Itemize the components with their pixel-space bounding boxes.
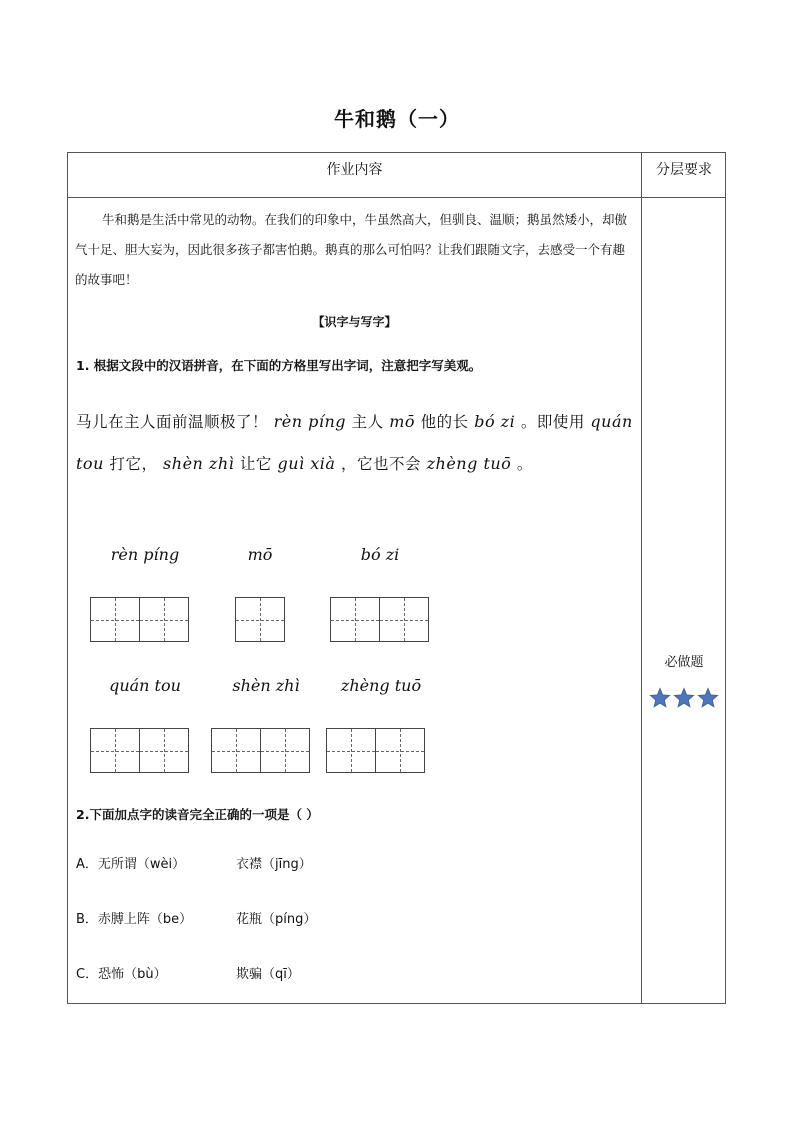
text-segment: 马儿在主人面前温顺极了！	[76, 413, 269, 431]
grid-label: bó zi	[360, 545, 400, 564]
pinyin-passage	[76, 401, 636, 485]
star-icon	[649, 687, 671, 709]
option-a-right: 衣襟（jīng）	[236, 857, 312, 872]
writing-cell[interactable]	[375, 728, 425, 773]
writing-cell[interactable]	[90, 728, 140, 773]
homework-table	[67, 152, 726, 1004]
pinyin-segment: shèn zhì	[157, 454, 240, 473]
pinyin-segment: quán tou	[76, 412, 633, 473]
question-1-prompt: 1. 根据文段中的汉语拼音，在下面的方格里写出字词，注意把字写美观。	[76, 358, 482, 373]
text-segment: ，它也不会	[341, 455, 422, 473]
pinyin-segment: guì xià	[271, 454, 341, 473]
text-segment: 打它，	[109, 455, 158, 473]
grid-label: quán tou	[109, 676, 181, 695]
header-divider	[68, 197, 725, 198]
option-c-right: 欺骗（qī）	[236, 967, 300, 982]
page-title: 牛和鹅（一）	[334, 107, 460, 131]
writing-grid[interactable]	[326, 728, 424, 774]
writing-cell[interactable]	[330, 597, 380, 642]
writing-grid[interactable]	[90, 728, 188, 774]
pinyin-segment: bó zi	[468, 412, 521, 431]
text-segment: 让它	[239, 455, 272, 473]
option-b-left: B．赤膊上阵（be）	[76, 912, 193, 927]
writing-cell[interactable]	[139, 597, 189, 642]
pinyin-segment: mō	[383, 412, 421, 431]
star-icon	[697, 687, 719, 709]
column-divider	[641, 153, 642, 1003]
option-row-c[interactable]	[76, 963, 300, 982]
option-row-a[interactable]	[76, 853, 312, 872]
writing-cell[interactable]	[326, 728, 376, 773]
writing-cell[interactable]	[260, 728, 310, 773]
text-segment: 。即使用	[520, 413, 585, 431]
option-b-right: 花瓶（píng）	[236, 912, 317, 927]
grid-label: rèn píng	[110, 545, 180, 564]
writing-grid[interactable]	[235, 597, 284, 643]
text-segment: 。	[516, 455, 533, 473]
writing-cell[interactable]	[90, 597, 140, 642]
writing-grid[interactable]	[330, 597, 428, 643]
writing-cell[interactable]	[235, 597, 285, 642]
option-c-left: C．恐怖（bù）	[76, 967, 167, 982]
option-row-b[interactable]	[76, 908, 317, 927]
header-content: 作业内容	[326, 162, 383, 178]
grid-label: shèn zhì	[232, 676, 300, 695]
writing-grid[interactable]	[211, 728, 309, 774]
writing-cell[interactable]	[139, 728, 189, 773]
star-icon	[673, 687, 695, 709]
question-2-prompt: 2.下面加点字的读音完全正确的一项是（ ）	[76, 807, 319, 822]
section-heading: 【识字与写字】	[312, 315, 397, 329]
pinyin-segment: rèn píng	[268, 412, 352, 431]
writing-cell[interactable]	[211, 728, 261, 773]
pinyin-segment: zhèng tuō	[421, 454, 517, 473]
option-a-left: A．无所谓（wèi）	[76, 857, 186, 872]
header-requirement: 分层要求	[656, 162, 712, 178]
grid-label: zhèng tuō	[340, 676, 422, 695]
intro-paragraph: 牛和鹅是生活中常见的动物。在我们的印象中，牛虽然高大，但驯良、温顺；鹅虽然矮小，却傲气十足、胆大妄为，因此很多孩子都害怕鹅。鹅真的那么可怕吗？让我们跟随文字，去感受一个有趣的故事吧！	[75, 212, 628, 287]
text-segment: 主人	[351, 413, 384, 431]
difficulty-stars	[642, 687, 726, 713]
writing-grid[interactable]	[90, 597, 188, 643]
text-segment: 他的长	[420, 413, 469, 431]
writing-cell[interactable]	[379, 597, 429, 642]
grid-label: mō	[247, 545, 273, 564]
requirement-label: 必做题	[664, 655, 704, 670]
